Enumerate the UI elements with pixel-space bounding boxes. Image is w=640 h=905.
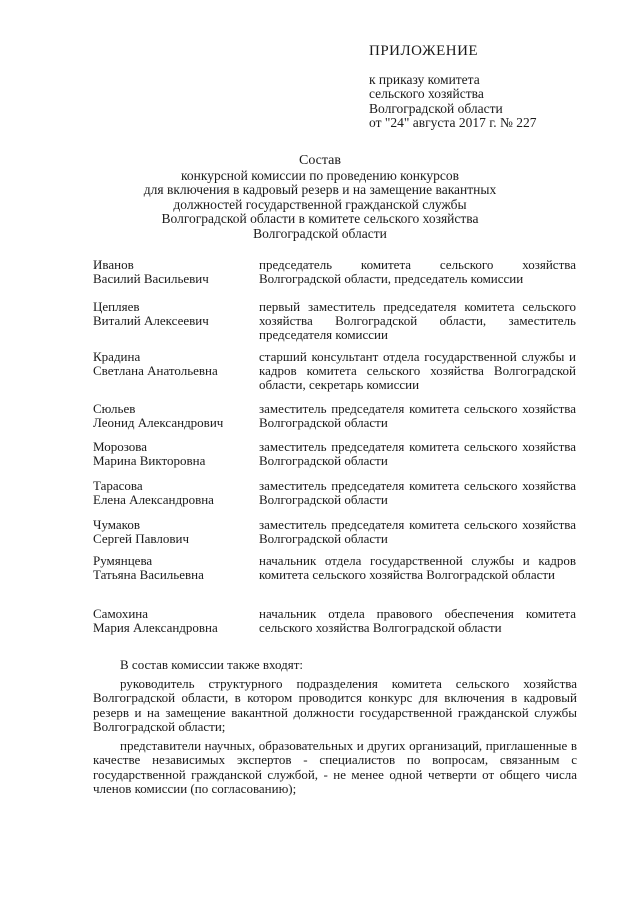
additional-members-intro: В состав комиссии также входят: (120, 657, 303, 672)
member-row (93, 350, 576, 402)
member-row (93, 518, 576, 554)
member-name (93, 607, 258, 635)
member-name (93, 440, 258, 468)
member-role: начальник отдела правового обеспечения комитета сельского хозяйства Волгоградской области (259, 606, 576, 635)
member-name (93, 258, 258, 286)
member-surname: Цепляев (93, 299, 140, 314)
member-row (93, 300, 576, 350)
composition-line: Волгоградской области (253, 225, 387, 241)
member-row (93, 440, 576, 479)
member-surname: Крадина (93, 349, 141, 364)
member-name (93, 402, 258, 430)
member-role: начальник отдела государственной службы и кадров комитета сельского хозяйства Волгоградской области (259, 553, 576, 582)
appendix-title: ПРИЛОЖЕНИЕ (369, 43, 479, 59)
member-surname: Иванов (93, 257, 134, 272)
additional-members-section (93, 658, 577, 801)
appendix-line: Волгоградской области (369, 100, 503, 116)
member-name (93, 479, 258, 507)
member-role: заместитель председателя комитета сельского хозяйства Волгоградской области (259, 517, 576, 546)
appendix-order-date: от "24" августа 2017 г. № 227 (369, 115, 537, 130)
member-name (93, 300, 258, 328)
member-role: старший консультант отдела государственной службы и кадров комитета сельского хозяйства Волгоградской области, секретарь комиссии (259, 349, 576, 392)
member-name (93, 518, 258, 546)
member-given-name: Виталий Алексеевич (93, 313, 209, 328)
member-surname: Тарасова (93, 478, 143, 493)
member-role: заместитель председателя комитета сельского хозяйства Волгоградской области (259, 439, 576, 468)
member-given-name: Сергей Павлович (93, 531, 189, 546)
members-list (93, 258, 576, 651)
member-given-name: Мария Александровна (93, 620, 218, 635)
member-role: первый заместитель председателя комитета сельского хозяйства Волгоградской области, заместитель председателя комиссии (259, 299, 576, 342)
member-row (93, 479, 576, 518)
composition-title: Состав (298, 153, 341, 168)
member-given-name: Леонид Александрович (93, 415, 224, 430)
member-role: председатель комитета сельского хозяйства Волгоградской области, председатель комиссии (259, 257, 576, 286)
additional-members-paragraph: руководитель структурного подразделения комитета сельского хозяйства Волгоградской области, в котором проводится конкурс для включения в кадровый резерв и на замещение вакантной должности государственной гражданской службы Волгоградской области; (93, 675, 577, 734)
composition-line: для включения в кадровый резерв и на замещение вакантных (143, 182, 497, 197)
member-surname: Сюльев (93, 401, 136, 416)
member-given-name: Василий Васильевич (93, 271, 209, 286)
composition-line: конкурсной комиссии по проведению конкурсов (180, 167, 459, 183)
member-given-name: Марина Викторовна (93, 453, 206, 468)
member-role: заместитель председателя комитета сельского хозяйства Волгоградской области (259, 401, 576, 430)
composition-heading (110, 154, 530, 241)
composition-line: должностей государственной гражданской службы (173, 196, 467, 212)
additional-members-paragraph: представители научных, образовательных и других организаций, приглашенные в качестве независимых экспертов - специалистов по вопросам, связанным с государственной гражданской службой, - не менее одной четверти от общего числа членов комиссии (по согласованию); (93, 737, 577, 796)
member-surname: Морозова (93, 439, 148, 454)
member-surname: Самохина (93, 606, 149, 621)
member-role: заместитель председателя комитета сельского хозяйства Волгоградской области (259, 478, 576, 507)
member-row (93, 402, 576, 440)
member-row (93, 607, 576, 651)
appendix-line: к приказу комитета (369, 71, 480, 87)
appendix-line: сельского хозяйства (369, 86, 484, 101)
composition-line: Волгоградской области в комитете сельского хозяйства (161, 211, 479, 226)
member-given-name: Елена Александровна (93, 492, 214, 507)
member-name (93, 554, 258, 582)
member-given-name: Татьяна Васильевна (93, 567, 204, 582)
member-row (93, 258, 576, 300)
appendix-header (369, 44, 609, 131)
member-name (93, 350, 258, 378)
member-surname: Чумаков (93, 517, 140, 532)
member-row (93, 554, 576, 607)
member-surname: Румянцева (93, 553, 153, 568)
member-given-name: Светлана Анатольевна (93, 363, 218, 378)
